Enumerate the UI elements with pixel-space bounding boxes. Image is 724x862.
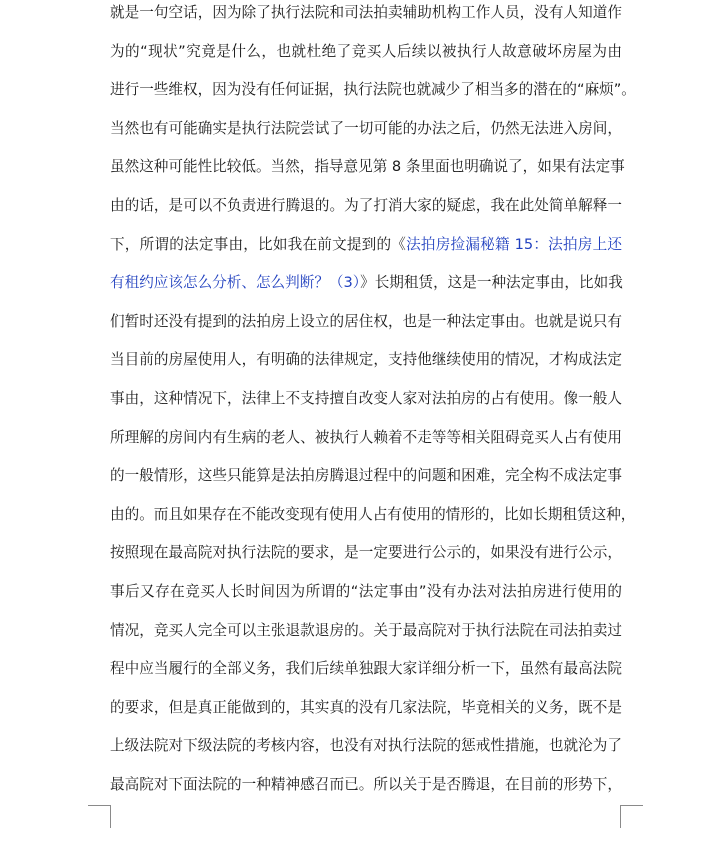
text-line bbox=[110, 419, 622, 458]
text-line bbox=[110, 612, 622, 651]
text-line bbox=[110, 0, 622, 33]
text-line bbox=[110, 650, 622, 689]
crop-mark-right bbox=[620, 805, 643, 828]
text-line bbox=[110, 380, 622, 419]
text-line bbox=[110, 341, 622, 380]
document-body bbox=[110, 0, 636, 804]
text-segment: 虽然这种可能性比较低。当然，指导意见第 8 条里面也明确说了，如果有法定事 bbox=[110, 158, 625, 176]
text-segment: 按照现在最高院对执行法院的要求，是一定要进行公示的，如果没有进行公示， bbox=[110, 544, 622, 562]
text-segment: 的要求，但是真正能做到的，其实真的没有几家法院，毕竟相关的义务，既不是 bbox=[110, 698, 622, 716]
text-line bbox=[110, 303, 622, 342]
text-line bbox=[110, 148, 625, 187]
text-line bbox=[110, 766, 622, 805]
text-line bbox=[110, 71, 636, 110]
text-segment: 》长期租赁，这是一种法定事由，比如我 bbox=[360, 274, 623, 292]
article-link[interactable]: 法拍房捡漏秘籍 15：法拍房上还 bbox=[406, 235, 622, 253]
text-segment: 进行一些维权，因为没有任何证据，执行法院也就减少了相当多的潜在的“麻烦”。 bbox=[110, 81, 636, 99]
text-segment: 的一般情形，这些只能算是法拍房腾退过程中的问题和困难，完全构不成法定事 bbox=[110, 467, 622, 485]
text-line bbox=[110, 264, 622, 303]
article-link[interactable]: 有租约应该怎么分析、怎么判断？（3） bbox=[110, 274, 361, 292]
text-segment: 所理解的房间内有生病的老人、被执行人赖着不走等等相关阻碍竞买人占有使用 bbox=[110, 428, 622, 446]
text-segment: 上级法院对下级法院的考核内容，也没有对执行法院的惩戒性措施，也就沦为了 bbox=[110, 737, 622, 755]
text-line bbox=[110, 689, 622, 728]
crop-mark-left bbox=[88, 805, 111, 828]
text-segment: 事后又存在竞买人长时间因为所谓的“法定事由”没有办法对法拍房进行使用的 bbox=[110, 582, 622, 600]
text-segment: 情况，竞买人完全可以主张退款退房的。关于最高院对于执行法院在司法拍卖过 bbox=[110, 621, 622, 639]
text-segment: 当目前的房屋使用人，有明确的法律规定，支持他继续使用的情况，才构成法定 bbox=[110, 351, 622, 369]
text-line bbox=[110, 534, 622, 573]
text-segment: 由的。而且如果存在不能改变现有使用人占有使用的情形的，比如长期租赁这种， bbox=[110, 505, 636, 523]
text-segment: 程中应当履行的全部义务，我们后续单独跟大家详细分析一下，虽然有最高法院 bbox=[110, 660, 622, 678]
text-line bbox=[110, 33, 622, 72]
text-segment: 由的话，是可以不负责进行腾退的。为了打消大家的疑虑，我在此处简单解释一 bbox=[110, 196, 622, 214]
text-segment: 下，所谓的法定事由，比如我在前文提到的《 bbox=[110, 235, 407, 253]
text-line bbox=[110, 496, 636, 535]
text-segment: 最高院对下面法院的一种精神感召而已。所以关于是否腾退，在目前的形势下， bbox=[110, 775, 622, 793]
text-line bbox=[110, 110, 622, 149]
text-line bbox=[110, 187, 622, 226]
text-segment: 就是一句空话，因为除了执行法院和司法拍卖辅助机构工作人员，没有人知道作 bbox=[110, 4, 622, 21]
text-line bbox=[110, 457, 622, 496]
text-line bbox=[110, 226, 622, 265]
text-segment: 为的“现状”究竟是什么，也就杜绝了竞买人后续以被执行人故意破坏房屋为由 bbox=[110, 42, 622, 60]
text-segment: 当然也有可能确实是执行法院尝试了一切可能的办法之后，仍然无法进入房间， bbox=[110, 119, 622, 137]
text-line bbox=[110, 727, 622, 766]
text-segment: 们暂时还没有提到的法拍房上设立的居住权，也是一种法定事由。也就是说只有 bbox=[110, 312, 622, 330]
text-segment: 事由，这种情况下，法律上不支持擅自改变人家对法拍房的占有使用。像一般人 bbox=[110, 389, 622, 407]
text-line bbox=[110, 573, 622, 612]
